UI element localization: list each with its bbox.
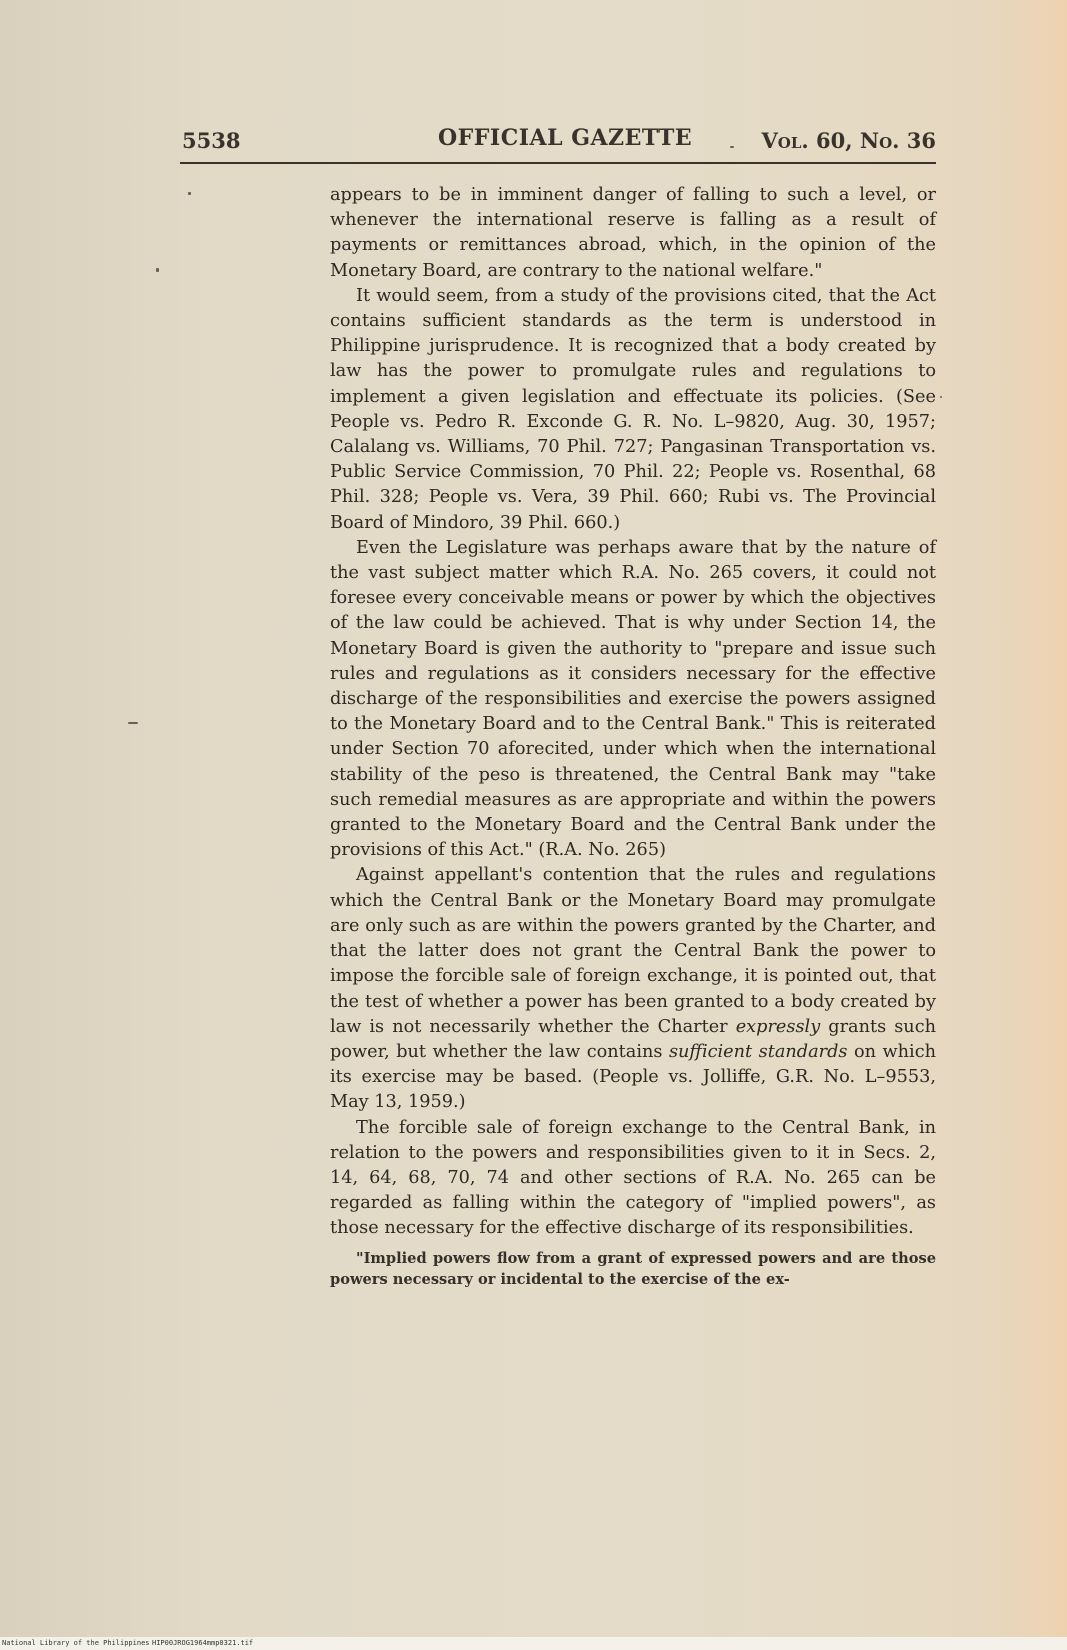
scan-speck — [156, 268, 159, 272]
contention-text-b: grants such power, but whether the law contains — [330, 1016, 936, 1062]
scan-speck — [128, 722, 138, 724]
volume-issue: Vol. 60, No. 36 — [761, 128, 936, 153]
emphasis-sufficient-standards: sufficient standards — [668, 1041, 848, 1062]
implied-powers-quote: "Implied powers flow from a grant of expressed powers and are those powers necessary or incidental to the exercise of the ex- — [330, 1249, 936, 1288]
publication-title: OFFICIAL GAZETTE — [438, 125, 693, 151]
paragraph-forcible-sale: The forcible sale of foreign exchange to the Central Bank, in relation to the powers and responsibilities given to it in Secs. 2, 14, 64, 68, 70, 74 and other sections of R.A. No. 265 can be regarded as falling within the category of "implied powers", as those necessary for the effective discharge of its responsibilities. — [330, 1117, 936, 1239]
page-number: 5538 — [182, 128, 241, 153]
scan-speck — [188, 192, 191, 195]
running-header — [180, 124, 936, 158]
scan-speck — [940, 396, 942, 398]
main-text — [330, 183, 936, 1290]
paragraph-continuation: appears to be in imminent danger of falling to such a level, or whenever the international reserve is falling as a result of payments or remittances abroad, which, in the opinion of the Monetary Board, are contrary to the national welfare." — [330, 185, 936, 281]
scan-speck — [730, 146, 734, 148]
emphasis-expressly: expressly — [735, 1016, 821, 1037]
header-rule — [180, 162, 936, 164]
contention-text-a: Against appellant's contention that the rules and regulations which the Central Bank or the Monetary Board may promulgate are only such as are within the powers granted by the Charter, and that the latter does not grant the Central Bank the power to impose the forcible sale of foreign exchange, it is pointed out, that the test of whether a power has been granted to a body created by law is not necessarily whether the Charter — [330, 865, 936, 1037]
library-credit: National Library of the Philippines — [2, 1639, 150, 1647]
scan-footer — [0, 1637, 1067, 1650]
contention-text-c: on which its exercise may be based. (People vs. Jolliffe, G.R. No. L–9553, May 13, 1959.) — [330, 1041, 937, 1113]
paragraph-legislature: Even the Legislature was perhaps aware that by the nature of the vast subject matter which R.A. No. 265 covers, it could not foresee every conceivable means or power by which the objectives of the law could be achieved. That is why under Section 14, the Monetary Board is given the authority to "prepare and issue such rules and regulations as it considers necessary for the effective discharge of the responsibilities and exercise the powers assigned to the Monetary Board and to the Central Bank." This is reiterated under Section 70 aforecited, under which when the international stability of the peso is threatened, the Central Bank may "take such remedial measures as are appropriate and within the powers granted to the Monetary Board and the Central Bank under the provisions of this Act." (R.A. No. 265) — [330, 537, 936, 861]
file-identifier: HIP00JROG1964mmp0321.tif — [152, 1639, 254, 1647]
paragraph-standards: It would seem, from a study of the provisions cited, that the Act contains sufficient standards as the term is understood in Philippine jurisprudence. It is recognized that a body created by law has the power to promulgate rules and regulations to implement a given legislation and effectuate its policies. (See People vs. Pedro R. Exconde G. R. No. L–9820, Aug. 30, 1957; Calalang vs. Williams, 70 Phil. 727; Pangasinan Transportation vs. Public Service Commission, 70 Phil. 22; People vs. Rosenthal, 68 Phil. 328; People vs. Vera, 39 Phil. 660; Rubi vs. The Provincial Board of Mindoro, 39 Phil. 660.) — [330, 285, 936, 533]
paragraph-appellant-contention — [330, 863, 936, 1115]
